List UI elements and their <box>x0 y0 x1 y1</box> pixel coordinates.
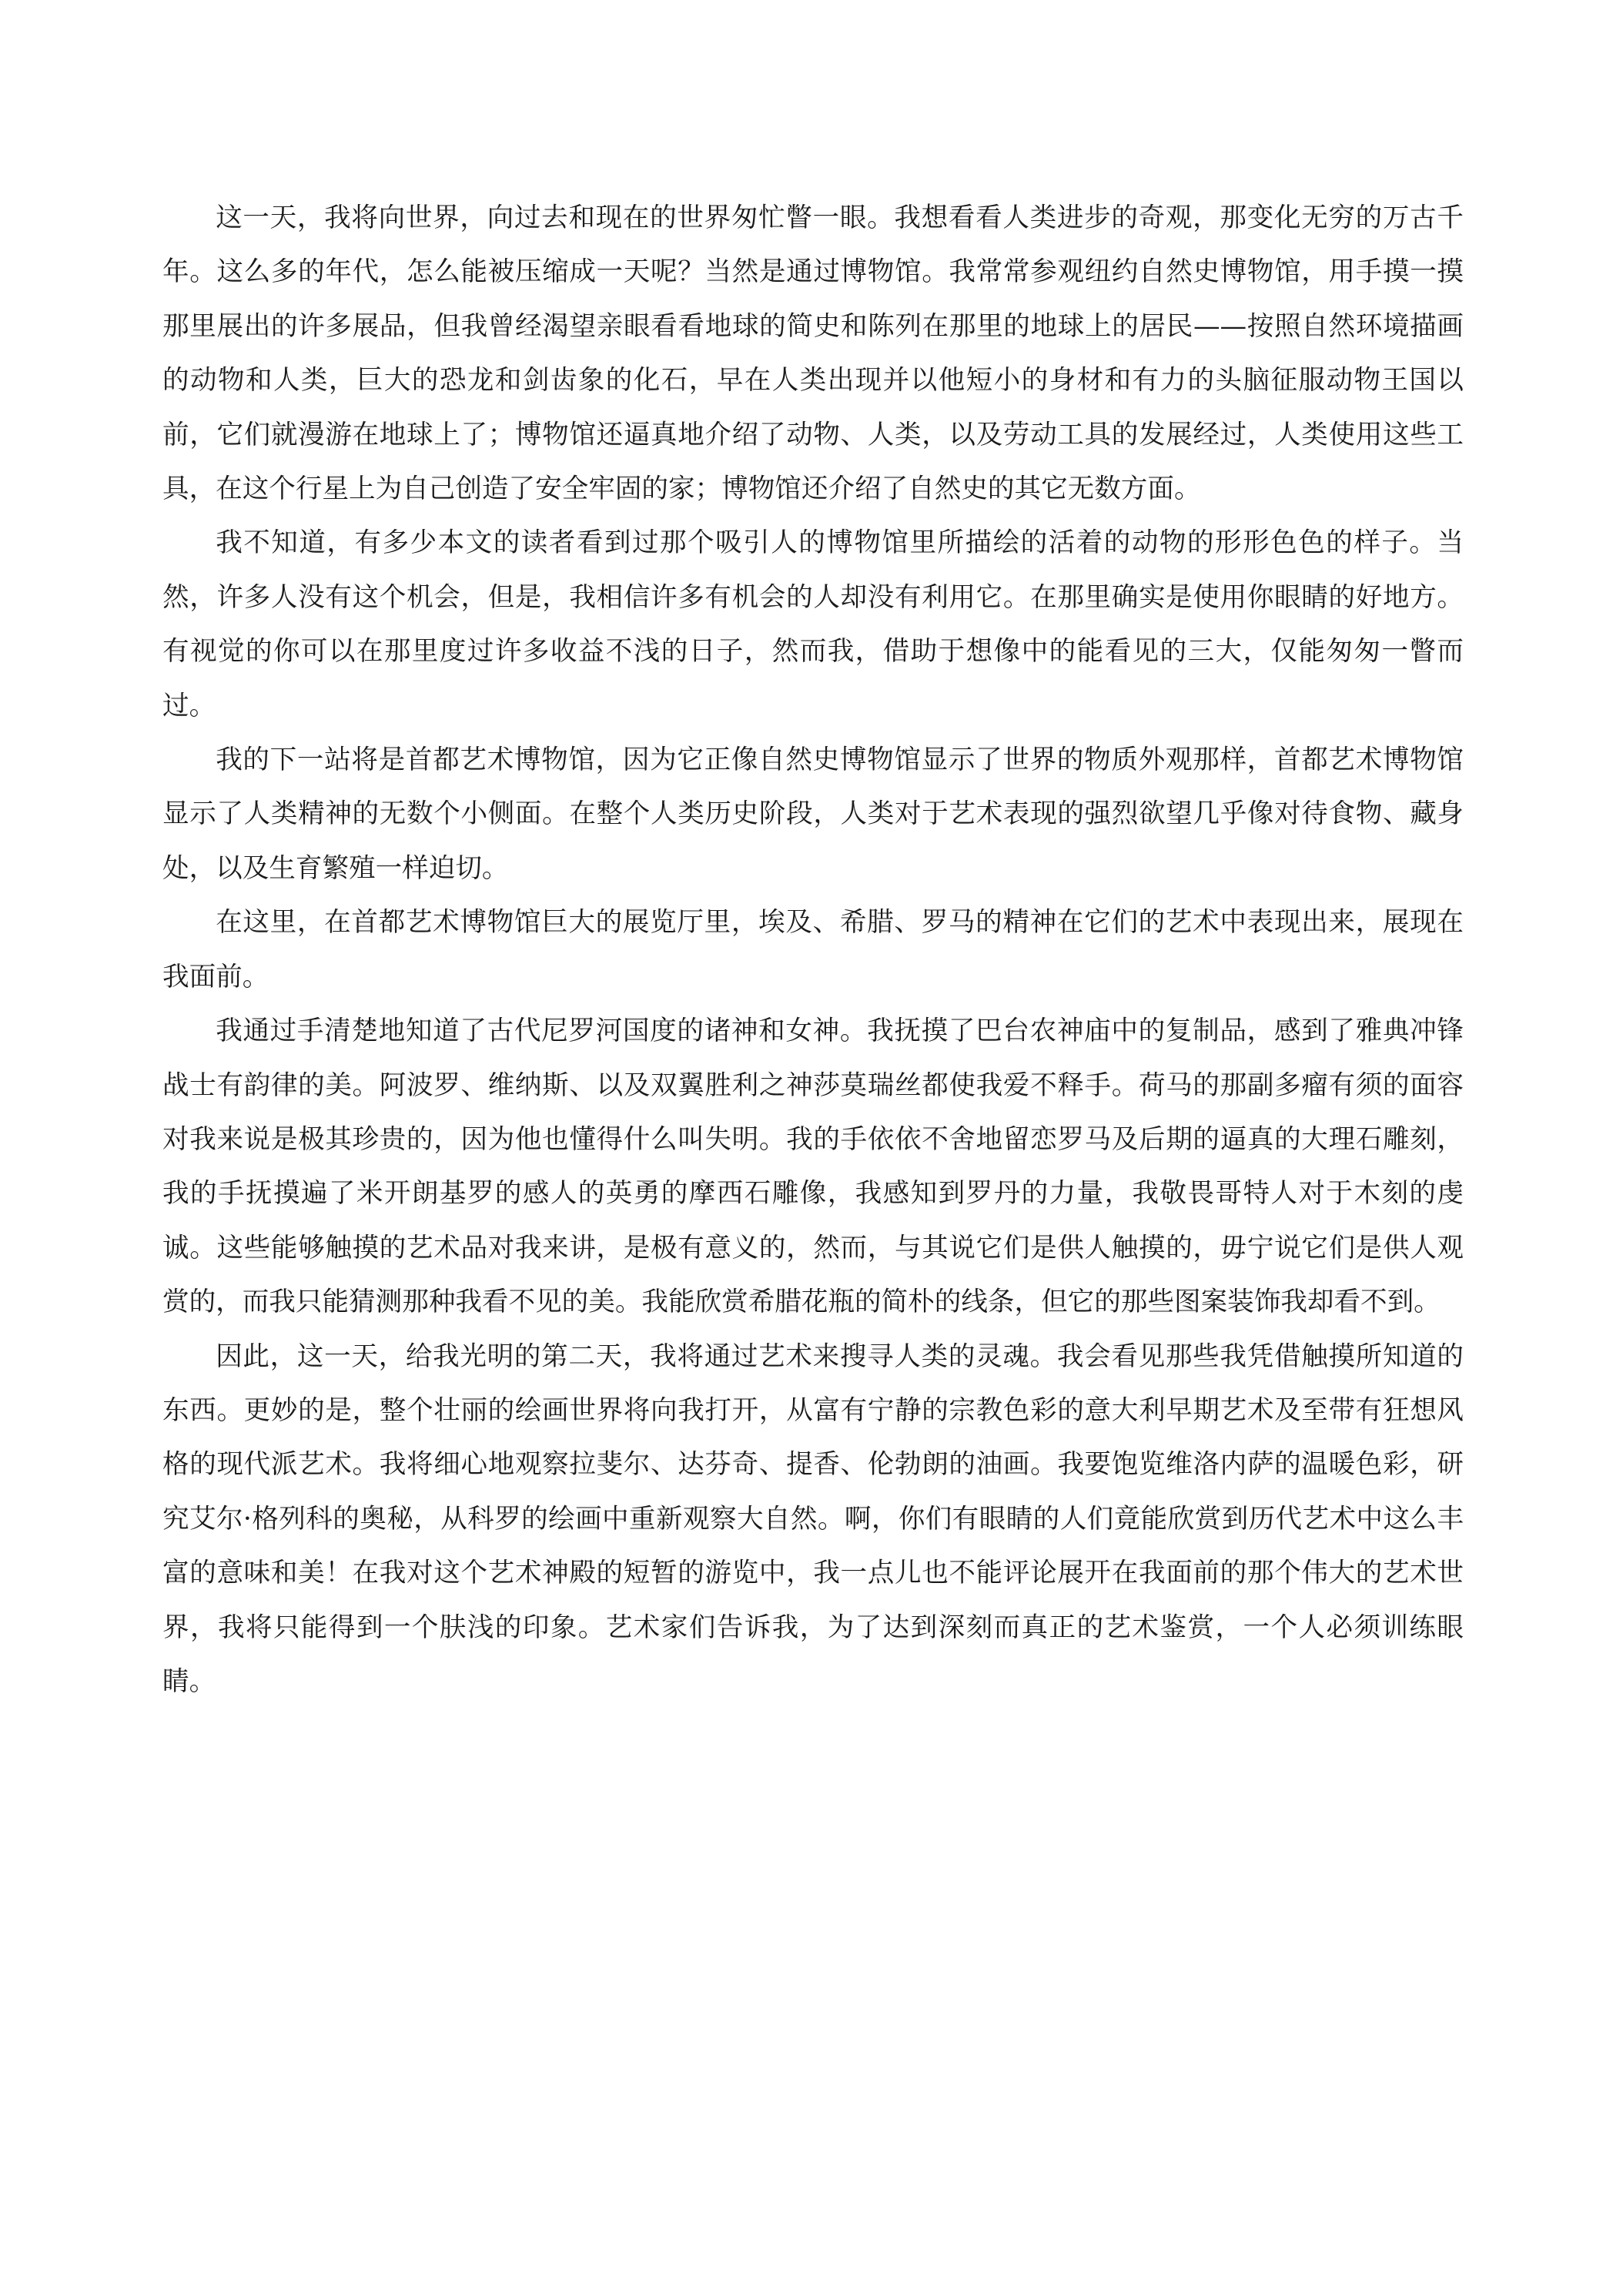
paragraph-1: 这一天，我将向世界，向过去和现在的世界匆忙瞥一眼。我想看看人类进步的奇观，那变化无穷的万古千年。这么多的年代，怎么能被压缩成一天呢？当然是通过博物馆。我常常参观纽约自然史博物馆，用手摸一摸那里展出的许多展品，但我曾经渴望亲眼看看地球的简史和陈列在那里的地球上的居民——按照自然环境描画的动物和人类，巨大的恐龙和剑齿象的化石，早在人类出现并以他短小的身材和有力的头脑征服动物王国以前，它们就漫游在地球上了；博物馆还逼真地介绍了动物、人类，以及劳动工具的发展经过，人类使用这些工具，在这个行星上为自己创造了安全牢固的家；博物馆还介绍了自然史的其它无数方面。 <box>162 202 1464 505</box>
paragraph-2: 我不知道，有多少本文的读者看到过那个吸引人的博物馆里所描绘的活着的动物的形形色色的样子。当然，许多人没有这个机会，但是，我相信许多有机会的人却没有利用它。在那里确实是使用你眼睛的好地方。有视觉的你可以在那里度过许多收益不浅的日子，然而我，借助于想像中的能看见的三大，仅能匆匆一瞥而过。 <box>162 527 1464 721</box>
paragraph-3: 我的下一站将是首都艺术博物馆，因为它正像自然史博物馆显示了世界的物质外观那样，首都艺术博物馆显示了人类精神的无数个小侧面。在整个人类历史阶段，人类对于艺术表现的强烈欲望几乎像对待食物、藏身处，以及生育繁殖一样迫切。 <box>162 745 1464 884</box>
paragraph-4: 在这里，在首都艺术博物馆巨大的展览厅里，埃及、希腊、罗马的精神在它们的艺术中表现出来，展现在我面前。 <box>162 907 1464 992</box>
paragraph-6: 因此，这一天，给我光明的第二天，我将通过艺术来搜寻人类的灵魂。我会看见那些我凭借触摸所知道的东西。更妙的是，整个壮丽的绘画世界将向我打开，从富有宁静的宗教色彩的意大利早期艺术及至带有狂想风格的现代派艺术。我将细心地观察拉斐尔、达芬奇、提香、伦勃朗的油画。我要饱览维洛内萨的温暖色彩，研究艾尔·格列科的奥秘，从科罗的绘画中重新观察大自然。啊，你们有眼睛的人们竟能欣赏到历代艺术中这么丰富的意味和美！在我对这个艺术神殿的短暂的游览中，我一点儿也不能评论展开在我面前的那个伟大的艺术世界，我将只能得到一个肤浅的印象。艺术家们告诉我，为了达到深刻而真正的艺术鉴赏，一个人必须训练眼睛。 <box>162 1340 1464 1697</box>
paragraph-5: 我通过手清楚地知道了古代尼罗河国度的诸神和女神。我抚摸了巴台农神庙中的复制品，感到了雅典冲锋战士有韵律的美。阿波罗、维纳斯、以及双翼胜利之神莎莫瑞丝都使我爱不释手。荷马的那副多瘤有须的面容对我来说是极其珍贵的，因为他也懂得什么叫失明。我的手依依不舍地留恋罗马及后期的逼真的大理石雕刻，我的手抚摸遍了米开朗基罗的感人的英勇的摩西石雕像，我感知到罗丹的力量，我敬畏哥特人对于木刻的虔诚。这些能够触摸的艺术品对我来讲，是极有意义的，然而，与其说它们是供人触摸的，毋宁说它们是供人观赏的，而我只能猜测那种我看不见的美。我能欣赏希腊花瓶的简朴的线条，但它的那些图案装饰我却看不到。 <box>162 1016 1464 1318</box>
document-body <box>162 191 1464 1709</box>
